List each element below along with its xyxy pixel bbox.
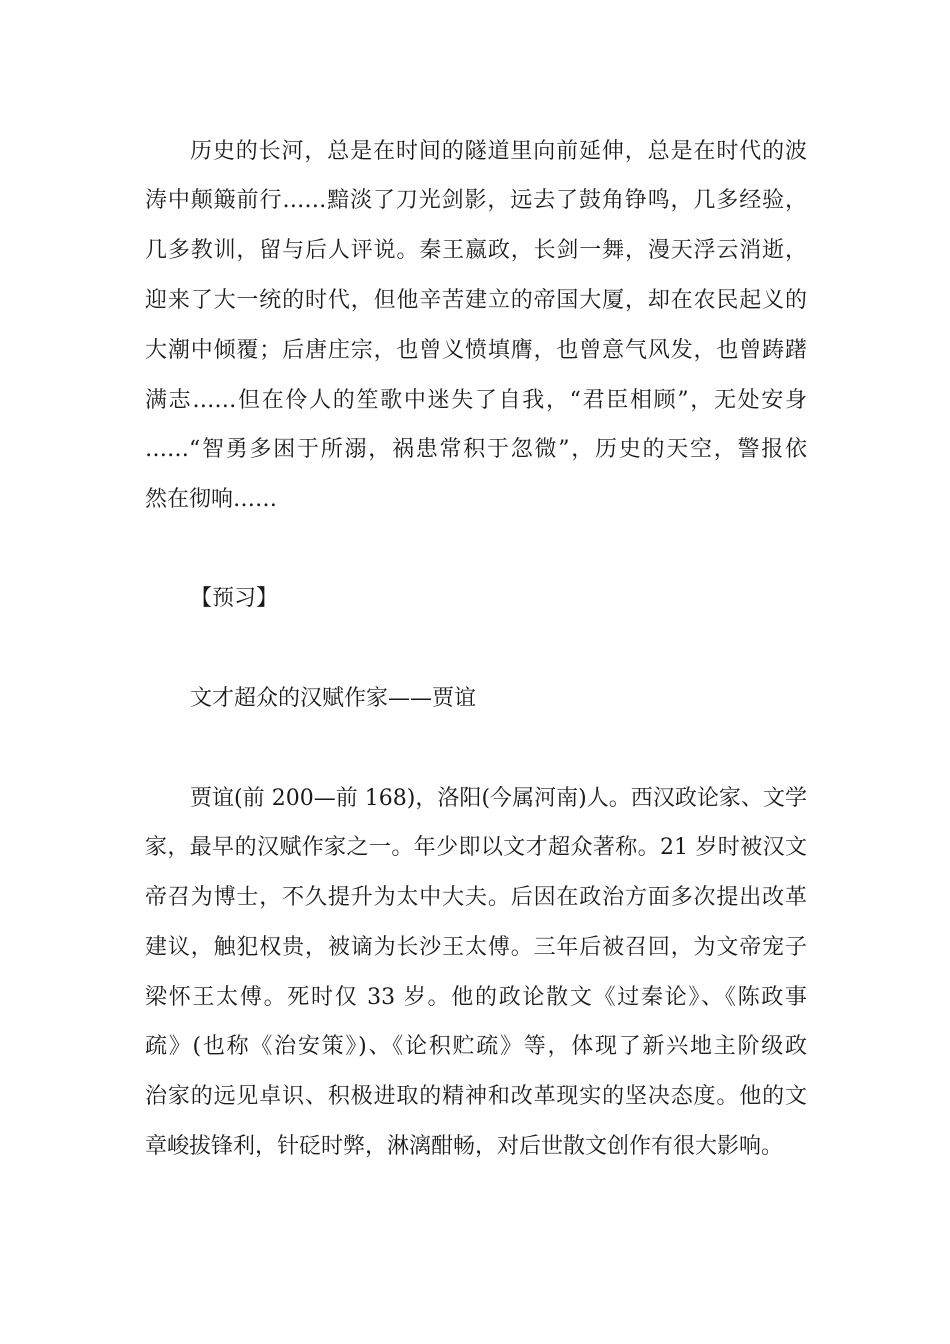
section-label: 【预习】 (190, 586, 279, 611)
section-subtitle: 文才超众的汉赋作家——贾谊 (190, 686, 477, 711)
bio-line: 治家的远见卓识、积极进取的精神和改革现实的坚决态度。他的文 (145, 1084, 807, 1109)
bio-line: 章峻拔锋利，针砭时弊，淋漓酣畅，对后世散文创作有很大影响。 (145, 1134, 784, 1159)
intro-line: 大潮中倾覆；后唐庄宗，也曾义愤填膺，也曾意气风发，也曾踌躇 (145, 338, 807, 363)
bio-line: 疏》(也称《治安策》)、《论积贮疏》等，体现了新兴地主阶级政 (145, 1034, 807, 1059)
bio-line: 帝召为博士，不久提升为太中大夫。后因在政治方面多次提出改革 (145, 885, 807, 910)
bio-line: 建议，触犯权贵，被谪为长沙王太傅。三年后被召回，为文帝宠子 (145, 935, 807, 960)
intro-line: 涛中颠簸前行……黯淡了刀光剑影，远去了鼓角铮鸣，几多经验， (145, 188, 807, 213)
bio-line: 贾谊(前 200—前 168)，洛阳(今属河南)人。西汉政论家、文学 (190, 786, 807, 811)
intro-line: 然在彻响…… (145, 487, 278, 512)
bio-line: 梁怀王太傅。死时仅 33 岁。他的政论散文《过秦论》、《陈政事 (145, 985, 807, 1010)
intro-line: 满志……但在伶人的笙歌中迷失了自我，“君臣相顾”，无处安身 (145, 388, 807, 413)
intro-line: 几多教训，留与后人评说。秦王嬴政，长剑一舞，漫天浮云消逝， (145, 238, 807, 263)
intro-line: ……“智勇多困于所溺，祸患常积于忽微”，历史的天空，警报依 (145, 437, 807, 462)
intro-line: 历史的长河，总是在时间的隧道里向前延伸，总是在时代的波 (190, 139, 807, 164)
bio-line: 家，最早的汉赋作家之一。年少即以文才超众著称。21 岁时被汉文 (145, 835, 807, 860)
intro-line: 迎来了大一统的时代，但他辛苦建立的帝国大厦，却在农民起义的 (145, 288, 807, 313)
